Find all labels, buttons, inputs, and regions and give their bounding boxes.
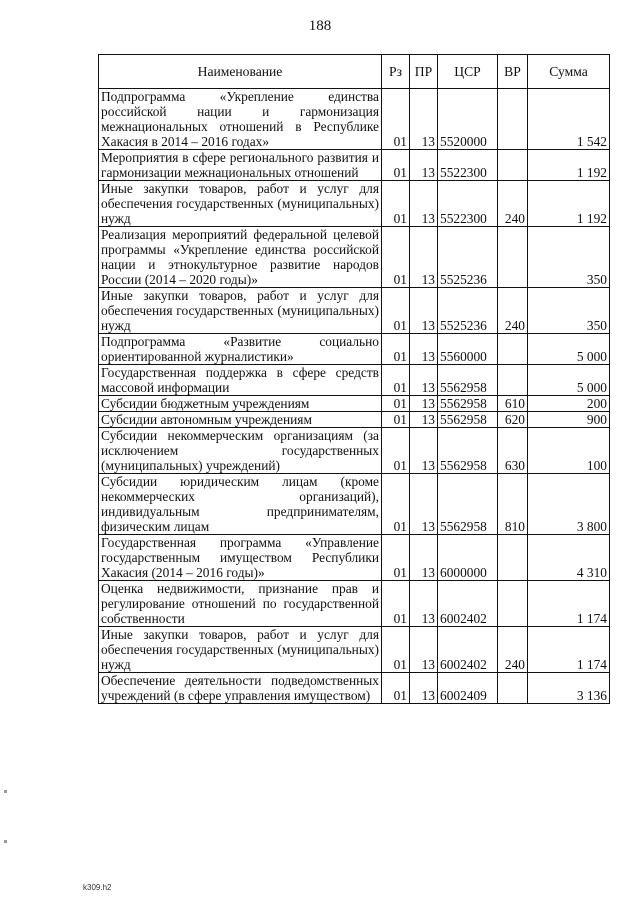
cell-pr: 13 bbox=[410, 627, 438, 673]
cell-name: Оценка недвижимости, признание прав и регулирование отношений по государственной собственности bbox=[99, 581, 382, 627]
cell-sum: 100 bbox=[528, 428, 610, 474]
cell-csr: 5562958 bbox=[438, 365, 498, 396]
cell-pr: 13 bbox=[410, 581, 438, 627]
cell-name: Субсидии юридическим лицам (кроме некоммерческих организаций), индивидуальным предпринимателям, физическим лицам bbox=[99, 474, 382, 535]
cell-csr: 6000000 bbox=[438, 535, 498, 581]
cell-vr: 240 bbox=[498, 627, 528, 673]
cell-rz: 01 bbox=[382, 288, 410, 334]
column-header-rz: Рз bbox=[382, 55, 410, 89]
cell-pr: 13 bbox=[410, 334, 438, 365]
column-header-csr: ЦСР bbox=[438, 55, 498, 89]
cell-sum: 3 136 bbox=[528, 673, 610, 704]
cell-csr: 5525236 bbox=[438, 288, 498, 334]
cell-vr bbox=[498, 581, 528, 627]
budget-table bbox=[98, 54, 610, 704]
cell-name: Государственная поддержка в сфере средств массовой информации bbox=[99, 365, 382, 396]
table-row bbox=[99, 428, 610, 474]
cell-pr: 13 bbox=[410, 227, 438, 288]
cell-rz: 01 bbox=[382, 89, 410, 150]
cell-csr: 6002402 bbox=[438, 627, 498, 673]
cell-rz: 01 bbox=[382, 150, 410, 181]
page-number: 188 bbox=[308, 18, 332, 34]
cell-csr: 5525236 bbox=[438, 227, 498, 288]
cell-pr: 13 bbox=[410, 428, 438, 474]
cell-rz: 01 bbox=[382, 334, 410, 365]
table-row bbox=[99, 412, 610, 428]
cell-name: Субсидии автономным учреждениям bbox=[99, 412, 382, 428]
cell-pr: 13 bbox=[410, 365, 438, 396]
cell-rz: 01 bbox=[382, 181, 410, 227]
cell-sum: 200 bbox=[528, 396, 610, 412]
cell-csr: 5562958 bbox=[438, 396, 498, 412]
cell-vr bbox=[498, 334, 528, 365]
cell-csr: 5520000 bbox=[438, 89, 498, 150]
cell-rz: 01 bbox=[382, 474, 410, 535]
cell-sum: 4 310 bbox=[528, 535, 610, 581]
cell-csr: 5522300 bbox=[438, 181, 498, 227]
cell-vr bbox=[498, 150, 528, 181]
cell-sum: 1 192 bbox=[528, 150, 610, 181]
cell-name: Иные закупки товаров, работ и услуг для обеспечения государственных (муниципальных) нужд bbox=[99, 627, 382, 673]
table-row bbox=[99, 150, 610, 181]
cell-pr: 13 bbox=[410, 535, 438, 581]
table-row bbox=[99, 288, 610, 334]
cell-pr: 13 bbox=[410, 412, 438, 428]
cell-name: Подпрограмма «Развитие социально ориентированной журналистики» bbox=[99, 334, 382, 365]
table-row bbox=[99, 474, 610, 535]
cell-rz: 01 bbox=[382, 412, 410, 428]
cell-pr: 13 bbox=[410, 150, 438, 181]
cell-name: Иные закупки товаров, работ и услуг для обеспечения государственных (муниципальных) нужд bbox=[99, 288, 382, 334]
header-row bbox=[99, 55, 610, 89]
cell-rz: 01 bbox=[382, 581, 410, 627]
cell-name: Субсидии некоммерческим организациям (за исключением государственных (муниципальных) учреждений) bbox=[99, 428, 382, 474]
cell-vr bbox=[498, 535, 528, 581]
cell-sum: 350 bbox=[528, 227, 610, 288]
cell-pr: 13 bbox=[410, 89, 438, 150]
cell-sum: 1 192 bbox=[528, 181, 610, 227]
cell-csr: 6002409 bbox=[438, 673, 498, 704]
cell-csr: 5562958 bbox=[438, 412, 498, 428]
cell-sum: 900 bbox=[528, 412, 610, 428]
cell-sum: 3 800 bbox=[528, 474, 610, 535]
cell-vr: 240 bbox=[498, 288, 528, 334]
cell-csr: 5560000 bbox=[438, 334, 498, 365]
table-row bbox=[99, 627, 610, 673]
column-header-pr: ПР bbox=[410, 55, 438, 89]
column-header-name: Наименование bbox=[99, 55, 382, 89]
cell-vr bbox=[498, 365, 528, 396]
table-row bbox=[99, 673, 610, 704]
cell-pr: 13 bbox=[410, 181, 438, 227]
cell-sum: 5 000 bbox=[528, 334, 610, 365]
cell-name: Субсидии бюджетным учреждениям bbox=[99, 396, 382, 412]
cell-sum: 5 000 bbox=[528, 365, 610, 396]
cell-sum: 1 542 bbox=[528, 89, 610, 150]
cell-sum: 350 bbox=[528, 288, 610, 334]
cell-rz: 01 bbox=[382, 627, 410, 673]
cell-vr bbox=[498, 89, 528, 150]
cell-rz: 01 bbox=[382, 396, 410, 412]
cell-pr: 13 bbox=[410, 673, 438, 704]
cell-name: Мероприятия в сфере регионального развития и гармонизации межнациональных отношений bbox=[99, 150, 382, 181]
cell-rz: 01 bbox=[382, 535, 410, 581]
cell-csr: 5522300 bbox=[438, 150, 498, 181]
table-header bbox=[99, 55, 610, 89]
table-row bbox=[99, 535, 610, 581]
cell-rz: 01 bbox=[382, 428, 410, 474]
cell-rz: 01 bbox=[382, 673, 410, 704]
cell-vr: 810 bbox=[498, 474, 528, 535]
cell-sum: 1 174 bbox=[528, 627, 610, 673]
cell-vr: 610 bbox=[498, 396, 528, 412]
table-row bbox=[99, 365, 610, 396]
cell-sum: 1 174 bbox=[528, 581, 610, 627]
cell-vr bbox=[498, 227, 528, 288]
cell-csr: 5562958 bbox=[438, 474, 498, 535]
footer-code: k309.h2 bbox=[83, 883, 112, 892]
cell-name: Подпрограмма «Укрепление единства российской нации и гармонизация межнациональных отношений в Республике Хакасия в 2014 – 2016 годах» bbox=[99, 89, 382, 150]
table-row bbox=[99, 581, 610, 627]
cell-csr: 6002402 bbox=[438, 581, 498, 627]
column-header-sum: Сумма bbox=[528, 55, 610, 89]
cell-name: Иные закупки товаров, работ и услуг для обеспечения государственных (муниципальных) нужд bbox=[99, 181, 382, 227]
table-row bbox=[99, 334, 610, 365]
cell-vr: 620 bbox=[498, 412, 528, 428]
cell-pr: 13 bbox=[410, 288, 438, 334]
cell-rz: 01 bbox=[382, 365, 410, 396]
cell-pr: 13 bbox=[410, 474, 438, 535]
table-row bbox=[99, 89, 610, 150]
table-row bbox=[99, 396, 610, 412]
scan-mark bbox=[4, 840, 7, 843]
table-row bbox=[99, 227, 610, 288]
cell-name: Реализация мероприятий федеральной целевой программы «Укрепление единства российской нации и этнокультурное развитие народов России (2014 – 2020 годы)» bbox=[99, 227, 382, 288]
table-row bbox=[99, 181, 610, 227]
cell-vr: 240 bbox=[498, 181, 528, 227]
cell-csr: 5562958 bbox=[438, 428, 498, 474]
cell-name: Государственная программа «Управление государственным имуществом Республики Хакасия (2014 – 2016 годы)» bbox=[99, 535, 382, 581]
column-header-vr: ВР bbox=[498, 55, 528, 89]
cell-vr bbox=[498, 673, 528, 704]
cell-name: Обеспечение деятельности подведомственных учреждений (в сфере управления имуществом) bbox=[99, 673, 382, 704]
cell-rz: 01 bbox=[382, 227, 410, 288]
scan-mark bbox=[4, 790, 7, 793]
cell-vr: 630 bbox=[498, 428, 528, 474]
table-body bbox=[99, 89, 610, 704]
cell-pr: 13 bbox=[410, 396, 438, 412]
